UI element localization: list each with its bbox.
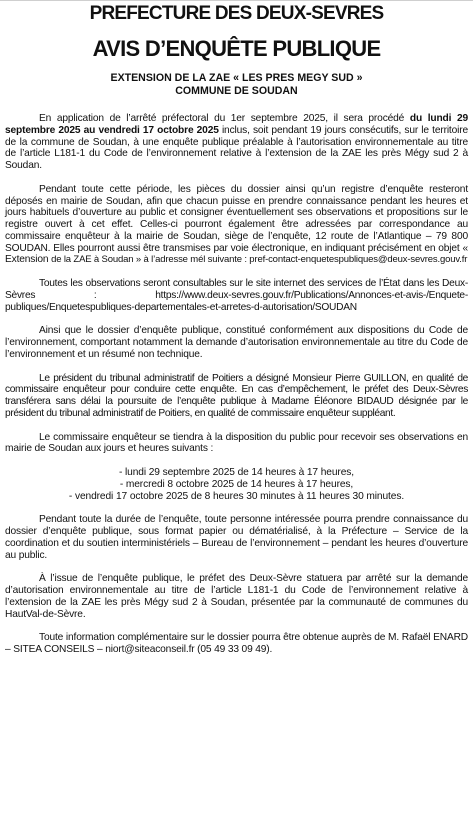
intro-paragraph: [5, 113, 468, 172]
intro-text-start: En application de l’arrêté préfectoral du 1er septembre 2025, il sera procédé: [39, 113, 410, 124]
top-divider: [0, 0, 473, 1]
dossier-paragraph: Ainsi que le dossier d’enquête publique, constitué conformément aux dispositions du Code de l’environnement, comportant notamment la demande d’autorisation environnementale au titre du Code de l’environnement et un résumé non technique.: [5, 325, 468, 360]
availability-paragraph: Le commissaire enquêteur se tiendra à la disposition du public pour recevoir ses observations en mairie de Soudan aux jours et heures suivants :: [5, 431, 468, 455]
consultation-main-text: Pendant toute cette période, les pièces du dossier ainsi qu’un registre d’enquête resteront déposés en mairie de Soudan, afin que chacun puisse en prendre connaissance pendant les heures et jours habituels d’ouverture au public et consigner éventuellement ses observations et propositions sur le registre ouvert à cet effet. Celles-ci pourront également être adressées par correspondance au commissaire enquêteur à la mairie de Soudan, siège de l’enquête, 12 route de l’Atlantique – 79 800 SOUDAN. Elles pourront aussi être transmises par voie électronique, en indiquant précisément en objet « Extension: [5, 183, 468, 266]
project-subtitle-line-2: COMMUNE DE SOUDAN: [175, 84, 298, 97]
consultation-paragraph: [5, 184, 468, 266]
commissioner-paragraph: Le président du tribunal administratif de Poitiers a désigné Monsieur Pierre GUILLON, en qualité de commissaire enquêteur pour conduire cette enquête. En cas d’empêchement, le préfet des Deux-Sèvres transférera sans délai la poursuite de l’enquête publique à Madame Éléonore BIDAUD désignée par le président du tribunal administratif de Poitiers, en qualité de commissaire enquêteur suppléant.: [5, 372, 468, 419]
notice-title: AVIS D’ENQUÊTE PUBLIQUE: [92, 36, 381, 61]
notice-body: [5, 113, 468, 656]
schedule-item: - lundi 29 septembre 2025 de 14 heures à 17 heures,: [118, 467, 355, 478]
email-instruction: de la ZAE à Soudan » à l’adresse mél suivante : pref-contact-enquetespubliques@deux-sevres.gouv.fr: [51, 254, 468, 266]
website-paragraph: Toutes les observations seront consultables sur le site internet des services de l’État dans les Deux-Sèvres : https://www.deux-sevres.gouv.fr/Publications/Annonces-et-avis-/Enquete-publiques/Enquetespubliques-departementales-et-arretes-d-autorisation/SOUDAN: [5, 278, 468, 313]
project-subtitle: [5, 72, 468, 97]
schedule-item: - vendredi 17 octobre 2025 de 8 heures 30 minutes à 11 heures 30 minutes.: [68, 490, 405, 502]
decision-paragraph: À l’issue de l’enquête publique, le préfet des Deux-Sèvre statuera par arrêté sur la demande d’autorisation environnementale au titre de l’article L181-1 du Code de l’environnement relative à l’extension de la ZAE les près Mégy sud 2 à Soudan, présentée par la communauté de communes du HautVal-de-Sèvre.: [5, 573, 468, 620]
schedule-item: - mercredi 8 octobre 2025 de 14 heures à 17 heures,: [119, 478, 354, 490]
inquiry-dates: du lundi 29 septembre 2025 au vendredi 17 octobre 2025: [5, 113, 468, 136]
contact-paragraph: Toute information complémentaire sur le dossier pourra être obtenue auprès de M. Rafaël ENARD – SITEA CONSEILS – niort@siteaconseil.fr (05 49 33 09 49).: [5, 632, 468, 655]
intro-text-end: inclus, soit pendant 19 jours consécutifs, sur le territoire de la commune de Soudan, à une enquête publique préalable à l’autorisation environnementale au titre de l’article L181-1 du Code de l’environnement relative à l’extension de la ZAE les près Mégy sud 2 à Soudan.: [5, 124, 468, 171]
schedule-list: [5, 467, 468, 502]
project-subtitle-line-1: EXTENSION DE LA ZAE « LES PRES MEGY SUD »: [110, 72, 363, 84]
dossier-access-paragraph: Pendant toute la durée de l’enquête, toute personne intéressée pourra prendre connaissance du dossier d’enquête publique, sous format papier ou dématérialisé, à la Préfecture – Service de la coordination et du soutien interministériels – Bureau de l’environnement – pendant les heures d’ouverture au public.: [5, 514, 468, 561]
prefecture-heading: PREFECTURE DES DEUX-SEVRES: [89, 3, 384, 24]
